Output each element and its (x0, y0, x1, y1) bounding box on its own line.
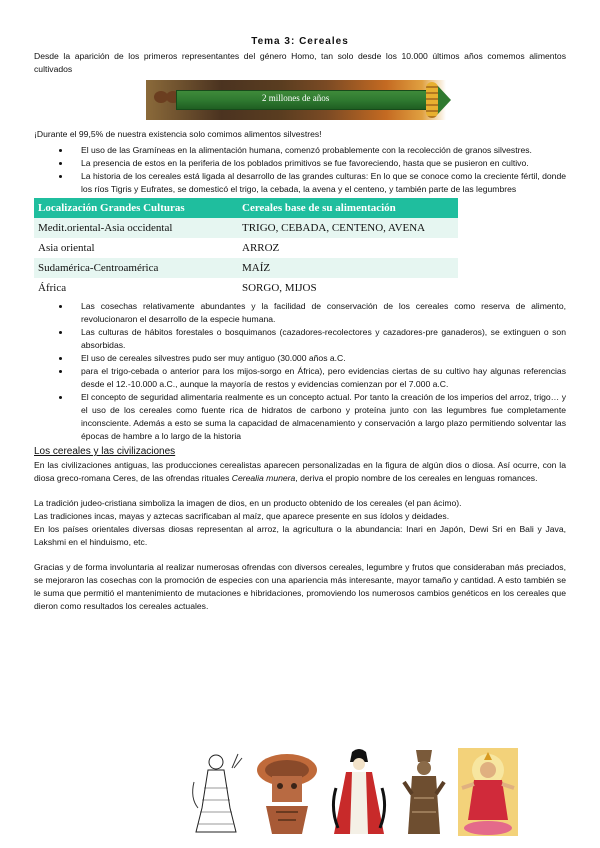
table-cell: Medit.oriental-Asia occidental (34, 218, 238, 238)
table-cell: Asia oriental (38, 242, 95, 254)
table-cell: ARROZ (242, 242, 280, 254)
dewi-sri-image (396, 748, 452, 836)
table-header: Localización Grandes Culturas (34, 198, 238, 218)
paragraph-incas: Las tradiciones incas, mayas y aztecas sacrificaban al maíz, que aparece presente en sus ídolos y deidades. (34, 511, 450, 521)
intro-paragraph: Desde la aparición de los primeros representantes del género Homo, tan solo desde los 10.000 últimos años comemos alimentos cultivados (34, 51, 566, 74)
ceres-engraving-image (186, 748, 246, 836)
table-header: Cereales base de su alimentación (238, 198, 458, 218)
list-item: • El concepto de seguridad alimentaria realmente es un concepto actual. Por tanto la creación de los imperios del arroz, trigo… y el uso de los cereales como fuente rica de hidratos de carbono y proteína junto con las legumbres fue completamente inconsciente. Además a esto se suma la capacidad de almacenamiento y conservación a largo plazo permitiendo solventar las épocas de hambre a lo largo de la historia (71, 391, 566, 443)
table-cell: Sudamérica-Centroamérica (34, 258, 238, 278)
bullet-list-1 (34, 144, 566, 196)
cultures-table (34, 198, 458, 298)
paragraph-offerings: Gracias y de forma involuntaria al realizar numerosas ofrendas con diversos cereales, legumbre y frutos que consideraban más preciados, se mejoraron las cosechas con la promoción de especies con una apariencia más interesante, mayor tamaño y cantidad. A esto también se le suma que permitió el mantenimiento de mutaciones e hibridaciones, promoviendo los numerosos cambios genéticos en los cereales que dieron como resultados los cereales actuales. (34, 562, 566, 611)
paragraph-judeo: La tradición judeo-cristiana simboliza la imagen de dios, en un producto obtenido de los cereales (el pan ácimo). (34, 498, 462, 508)
deities-image-strip (186, 748, 518, 836)
list-item: • Las culturas de hábitos forestales o bosquimanos (cazadores-recolectores y cazadores-pre ganaderos), se extinguen o son absorbidas. (71, 326, 566, 352)
list-item: • La presencia de estos en la periferia de los poblados primitivos se fue favoreciendo, hasta que se pusieron en cultivo. (71, 157, 566, 170)
italic-term: Cerealia munera (231, 473, 296, 483)
list-item: • El uso de las Gramíneas en la alimentación humana, comenzó probablemente con la recolección de granos silvestres. (71, 144, 566, 157)
paragraph-oriental: En los países orientales diversas diosas representan al arroz, la agricultura o la abundancia: Inari en Japón, Dewi Sri en Bali y Java, Lakshmi en el hinduismo, etc. (34, 524, 566, 547)
paragraph-text: , deriva el propio nombre de los cereales en lenguas romances. (295, 473, 538, 483)
list-item: • La historia de los cereales está ligada al desarrollo de las grandes culturas: En lo que se conoce como la creciente fértil, donde los ríos Tigris y Eufrates, se domesticó el trigo, la cebada, la avena y el centeno, y también parte de las legumbres (71, 170, 566, 196)
wheat-ear-icon (426, 82, 438, 118)
list-item: • para el trigo-cebada o anterior para los mijos-sorgo en África), pero evidencias ciertas de su cultivo hay algunas referencias desde el 12.-10.000 a.C., aunque la mayoría de restos y evidencias comienzan por el 7.000 a.C. (71, 365, 566, 391)
timeline-figure (146, 80, 446, 120)
table-row (34, 218, 458, 238)
list-item: • Las cosechas relativamente abundantes y la facilidad de conservación de los cereales como reserva de alimento, revolucionaron el desarrollo de la especie humana. (71, 300, 566, 326)
paragraph-ceres (34, 459, 566, 485)
table-row (34, 258, 458, 278)
list-item: • El uso de cereales silvestres pudo ser muy antiguo (30.000 años a.C. (71, 352, 566, 365)
document-page (34, 36, 566, 613)
bullet-list-2 (34, 300, 566, 443)
inari-image (328, 748, 390, 836)
note-paragraph: ¡Durante el 99,5% de nuestra existencia solo comimos alimentos silvestres! (34, 129, 322, 139)
table-cell: África (38, 282, 67, 294)
lakshmi-image (458, 748, 518, 836)
table-header-row (34, 198, 458, 218)
table-cell: SORGO, MIJOS (242, 282, 317, 294)
table-cell: TRIGO, CEBADA, CENTENO, AVENA (238, 218, 458, 238)
maize-god-image (252, 748, 322, 836)
section-heading: Los cereales y las civilizaciones (34, 446, 176, 457)
table-row (34, 238, 458, 258)
table-cell: MAÍZ (238, 258, 458, 278)
page-title: Tema 3: Cereales (251, 36, 349, 47)
table-row (34, 278, 458, 298)
timeline-label: 2 millones de años (262, 93, 330, 103)
paragraph-text: En las civilizaciones antiguas, las producciones cerealistas aparecen personalizadas en la figura de algún dios o diosa. Así ocurre, con la diosa greco-romana Ceres, de las ofrendas rituales (34, 460, 566, 483)
